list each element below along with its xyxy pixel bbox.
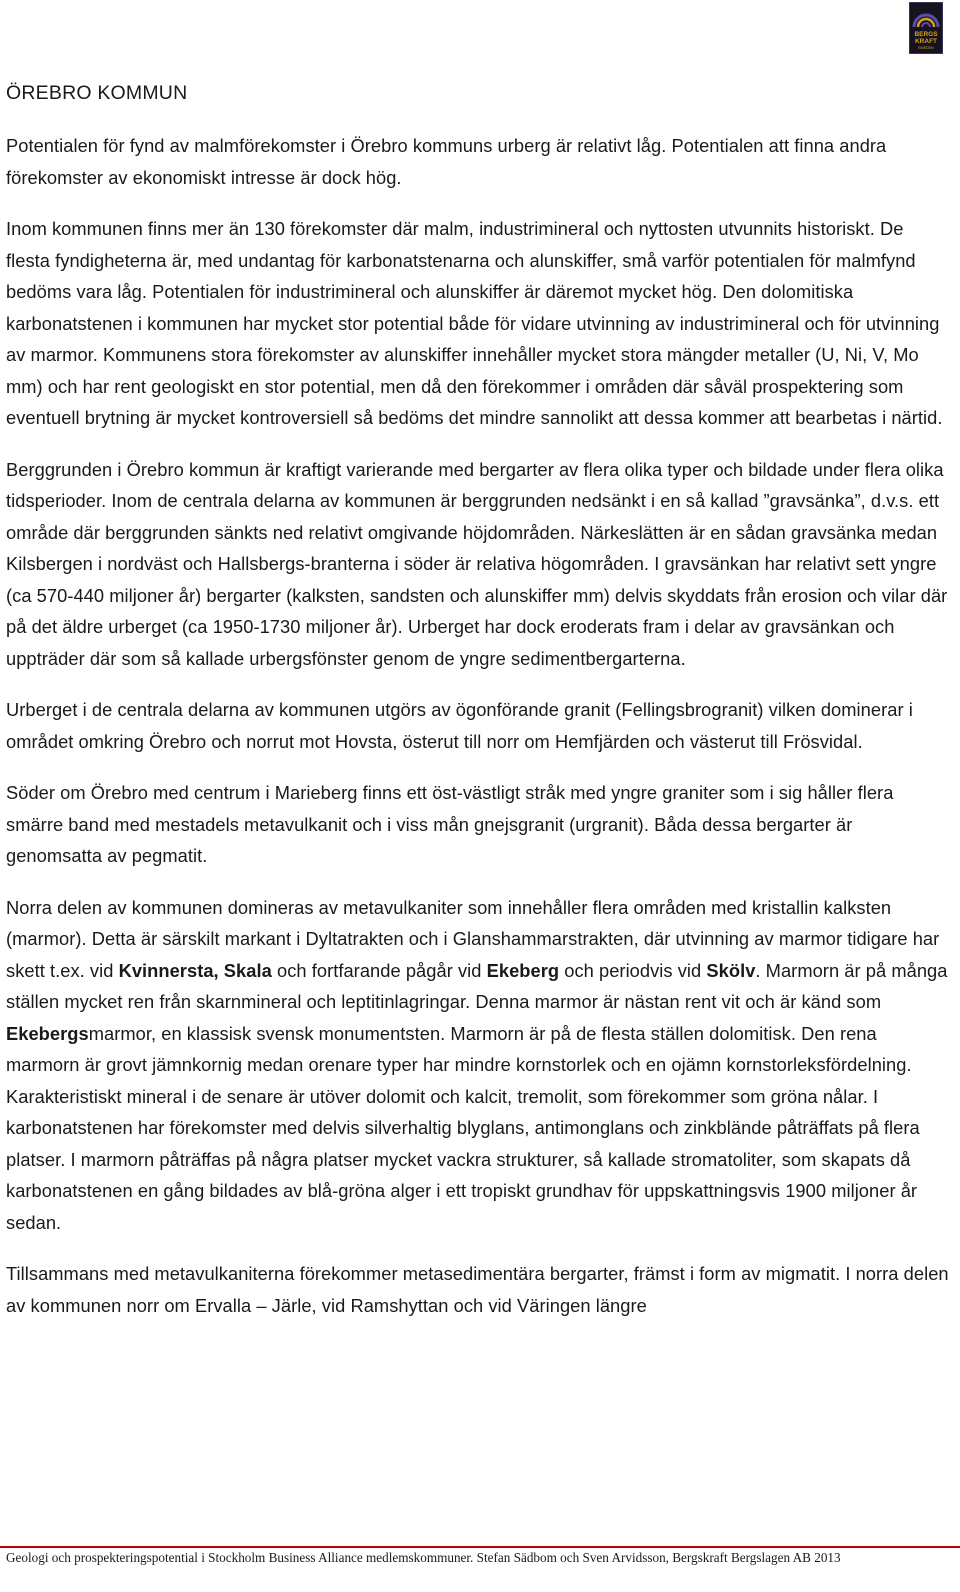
place-name-ekeberg: Ekeberg — [486, 959, 560, 981]
bergskraft-logo-mark — [910, 3, 942, 53]
place-name-ekebergs: Ekebergs — [6, 1022, 89, 1044]
paragraph-potential: Potentialen för fynd av malmförekomster i Örebro kommuns urberg är relativt låg. Potentialen att finna andra förekomster av ekonomiskt intresse är dock hög. — [6, 135, 887, 188]
page-footer: Geologi och prospekteringspotential i Stockholm Business Alliance medlemskommuner. Stefan Sädbom och Sven Arvidsson, Bergskraft Bergslagen AB 2013 — [6, 1550, 841, 1565]
text-run: och fortfarande pågår vid — [271, 959, 487, 981]
svg-text:BERGS: BERGS — [914, 31, 938, 38]
svg-text:KRAFT: KRAFT — [914, 38, 938, 45]
paragraph-central-bedrock: Urberget i de centrala delarna av kommunen utgörs av ögonförande granit (Fellingsbrogranit) vilken dominerar i området omkring Örebro och norrut mot Hovsta, österut till norr om Hemfjärden och västerut till Frösvidal. — [6, 699, 913, 752]
place-name-skolv: Skölv — [706, 959, 756, 981]
text-run: . Marmorn är på många ställen mycket ren från skarnmineral och leptitinlagringar. Denna marmor är nästan rent vit och är känd som — [6, 959, 948, 1012]
paragraph-north-metavolcanics — [6, 892, 951, 1239]
paragraph-occurrences: Inom kommunen finns mer än 130 förekomster där malm, industrimineral och nyttosten utvunnits historiskt. De flesta fyndigheterna är, med undantag för karbonatstenarna och alunskiffer, små varför potentialen för malmfynd bedöms vara låg. Potentialen för industrimineral och alunskiffer är däremot mycket hög. Den dolomitiska karbonatstenen i kommunen har mycket stor potential både för vidare utvinning av industrimineral och för utvinning av marmor. Kommunens stora förekomster av alunskiffer innehåller mycket stora mängder metaller (U, Ni, V, Mo mm) och har rent geologiskt en stor potential, men då den förekommer i områden där såväl prospektering som eventuell brytning är mycket kontroversiell så bedöms det mindre sannolikt att dessa kommer att bearbetas i närtid. — [6, 218, 943, 428]
paragraph-metasediments: Tillsammans med metavulkaniterna förekommer metasedimentära bergarter, främst i form av migmatit. I norra delen av kommunen norr om Ervalla – Järle, vid Ramshyttan och vid Väringen längre — [6, 1263, 949, 1316]
footer-divider — [0, 1546, 960, 1548]
paragraph-bedrock: Berggrunden i Örebro kommun är kraftigt varierande med bergarter av flera olika typer och bildade under flera olika tidsperioder. Inom de centrala delarna av kommunen är berggrunden nedsänkt i en så kallad ”gravsänka”, d.v.s. ett område där berggrunden sänkts ned relativt omgivande höjdområden. Närkeslätten är en sådan gravsänka medan Kilsbergen i nordväst och Hallsbergs-branterna i söder är relativa högområden. I gravsänkan har relativt sett yngre (ca 570-440 miljoner år) bergarter (kalksten, sandsten och alunskiffer mm) delvis skyddats från erosion och vilar där på det äldre urberget (ca 1950-1730 miljoner år). Urberget har dock eroderats fram i delar av gravsänkan och uppträder där som så kallade urbergsfönster genom de yngre sedimentbergarterna. — [6, 458, 948, 669]
text-run: marmor, en klassisk svensk monumentsten. Marmorn är på de flesta ställen dolomitisk. Den rena marmorn är grovt jämnkornig medan orenare typer har mindre kornstorlek och en ojämn kornstorleksfördelning. Karakteristiskt mineral i de senare är utöver dolomit och kalcit, tremolit, som förekommer som gröna nålar. I karbonatstenen har förekomster med delvis silverhaltig blyglans, antimonglans och zinkblände påträffats på flera platser. I marmorn påträffas på några platser mycket vackra strukturer, så kallade stromatoliter, som skapats då karbonatstenen en gång bildades av blå-gröna alger i ett tropiskt grundhav för uppskattningsvis 1900 miljoner år sedan. — [6, 1022, 920, 1233]
svg-text:SWEDEN: SWEDEN — [918, 46, 934, 50]
page-heading: ÖREBRO KOMMUN — [6, 82, 188, 104]
paragraph-south-granites: Söder om Örebro med centrum i Marieberg finns ett öst-västligt stråk med yngre graniter som i sig håller flera smärre band med mestadels metavulkanit och i viss mån gnejsgranit (urgranit). Båda dessa bergarter är genomsatta av pegmatit. — [6, 782, 894, 866]
bergskraft-logo — [909, 2, 943, 54]
text-run: Norra delen av kommunen domineras av metavulkaniter som innehåller flera områden med kristallin kalksten (marmor). Detta är särskilt markant i Dyltatrakten och i Glanshammarstrakten, där utvinning av marmor tidigare har skett t.ex. vid — [6, 896, 940, 981]
text-run: och periodvis vid — [559, 959, 707, 981]
place-name-kvinnersta-skala: Kvinnersta, Skala — [118, 959, 272, 981]
document-body — [6, 130, 951, 1341]
